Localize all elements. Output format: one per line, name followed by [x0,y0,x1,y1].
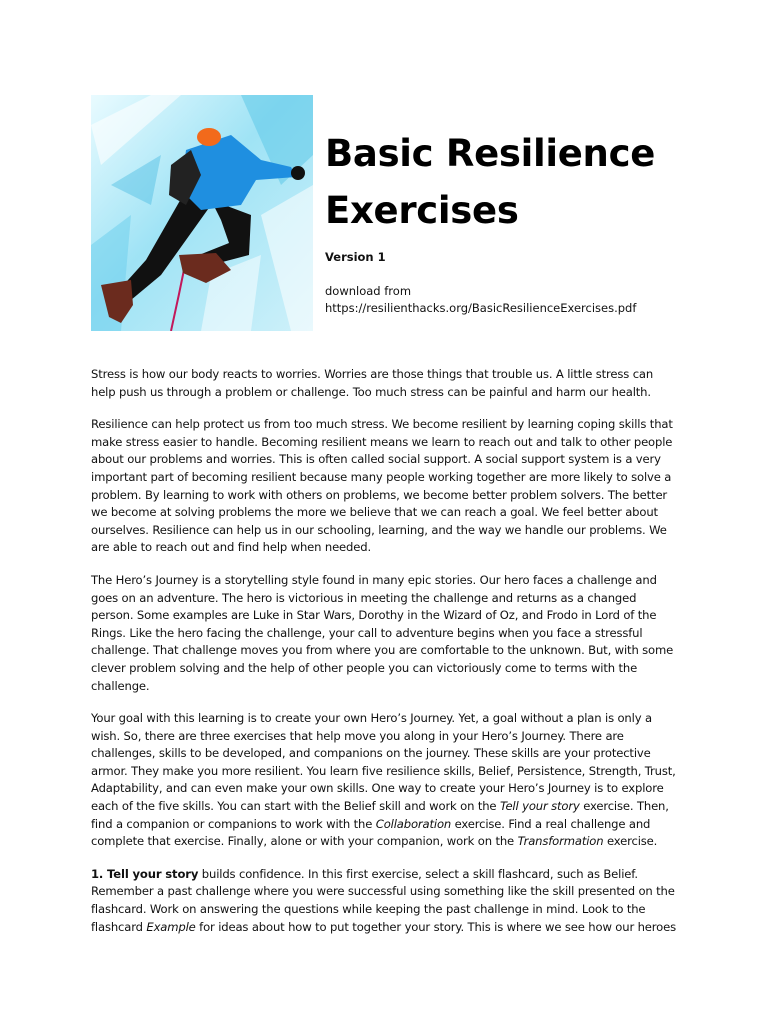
paragraph-goal-text-1: Your goal with this learning is to create your own Hero’s Journey. Yet, a goal without a plan is only a wish. So, there are three exercises that help move you along in your Hero’s Journey. There are challenges, skills to be developed, and companions on the journey. These skills are your protective armor. They make you more resilient. You learn five resilience skills, Belief, Persistence, Strength, Trust, Adaptability, and can even make your own skills. One way to create your Hero’s Journey is to explore each of the five skills. You can start with the Belief skill and work on the [91,711,676,814]
ice-climber-image [91,95,313,331]
emphasis-transformation: Transformation [517,834,604,849]
download-link[interactable]: https://resilienthacks.org/BasicResilienceExercises.pdf [325,301,637,315]
emphasis-example: Example [146,919,196,934]
paragraph-goal-text-3: exercise. Find a real challenge and complete that exercise. Finally, alone or with your companion, work on the [91,816,651,849]
emphasis-tell-your-story: Tell your story [499,799,580,814]
paragraph-stress: Stress is how our body reacts to worries. Worries are those things that trouble us. A little stress can help push us through a problem or challenge. Too much stress can be painful and harm our health. [91,367,654,399]
version-label: Version 1 [325,250,386,264]
exercise-1-heading: 1. Tell your story [91,866,199,881]
download-label: download from [325,284,412,298]
exercise-1-text-2: for ideas about how to put together your story. This is where we see how our heroes [195,919,676,934]
exercise-1-text-1: builds confidence. In this first exercise, select a skill flashcard, such as Belief. Remember a past challenge where you were successful using something like the skill presented on the flashcard. Work on answering the questions while keeping the past challenge in mind. Look to the flashcard [91,866,675,934]
paragraph-goal [91,710,679,851]
document-body [91,366,679,951]
paragraph-heros-journey: The Hero’s Journey is a storytelling style found in many epic stories. Our hero faces a challenge and goes on an adventure. The hero is victorious in meeting the challenge and returns as a changed person. Some examples are Luke in Star Wars, Dorothy in the Wizard of Oz, and Frodo in Lord of the Rings. Like the hero facing the challenge, your call to adventure begins when you face a stressful challenge. That challenge moves you from where you are comfortable to the unknown. But, with some clever problem solving and the help of other people you can victoriously come to terms with the challenge. [91,572,674,693]
paragraph-resilience: Resilience can help protect us from too much stress. We become resilient by learning coping skills that make stress easier to handle. Becoming resilient means we learn to reach out and talk to other people about our problems and worries. This is often called social support. A social support system is a very important part of becoming resilient because many people working together are more likely to solve a problem. By learning to work with others on problems, we become better problem solvers. The better we become at solving problems the more we believe that we can reach a goal. We feel better about ourselves. Resilience can help us in our schooling, learning, and the way we handle our problems. We are able to reach out and find help when needed. [91,417,673,555]
paragraph-goal-text-4: exercise. [603,834,658,849]
paragraph-goal-text-2: exercise. Then, find a companion or companions to work with the [91,799,669,831]
paragraph-exercise-1 [91,866,679,936]
download-info [325,283,636,317]
emphasis-collaboration: Collaboration [375,816,452,831]
document-title: Basic Resilience Exercises [325,132,656,232]
